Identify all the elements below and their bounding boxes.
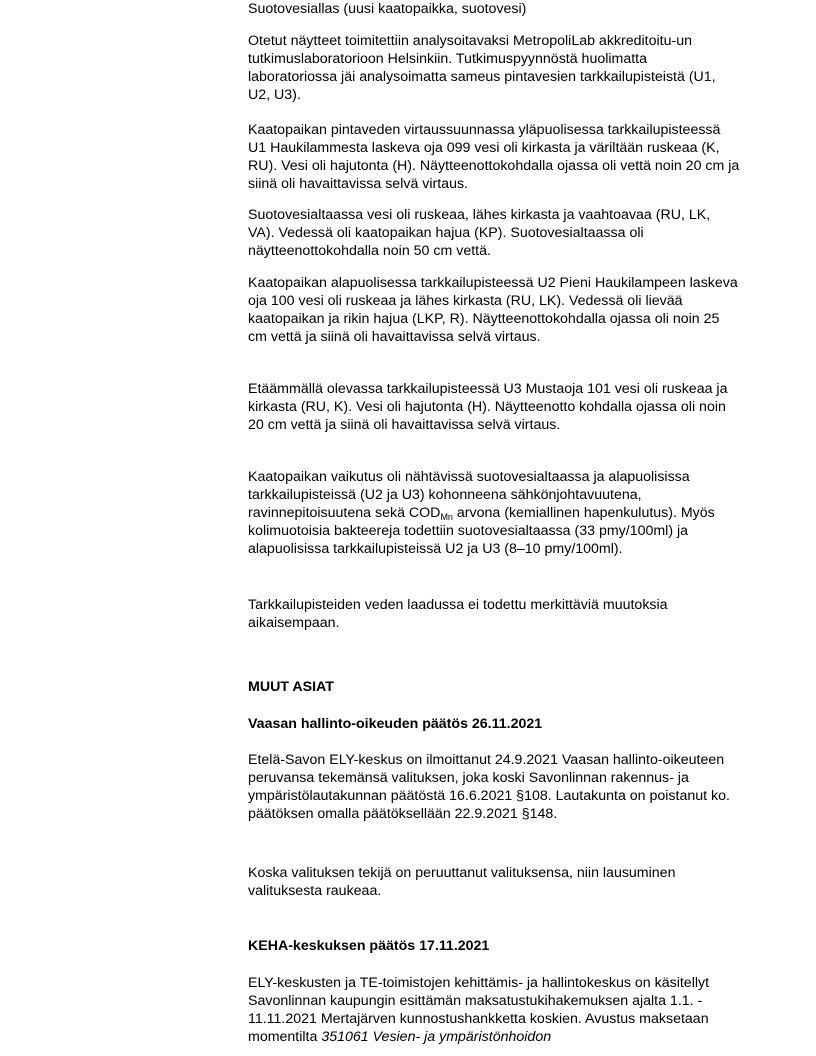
paragraph: [248, 974, 740, 1046]
paragraph: Koska valituksen tekijä on peruuttanut valituksensa, niin lausuminen valituksesta raukeaa.: [248, 865, 676, 899]
paragraph-u1: [248, 121, 740, 193]
paragraph: Tarkkailupisteiden veden laadussa ei todettu merkittäviä muutoksia aikaisempaan.: [248, 597, 668, 631]
subsection-heading: Vaasan hallinto-oikeuden päätös 26.11.2021: [248, 716, 543, 732]
paragraph-conclusion: [248, 596, 740, 632]
subscript: Mn: [440, 512, 453, 522]
subsection-heading: KEHA-keskuksen päätös 17.11.2021: [248, 938, 490, 954]
paragraph: Kaatopaikan pintaveden virtaussuunnassa yläpuolisessa tarkkailupisteessä U1 Haukilammesta laskeva oja 099 vesi oli kirkasta ja väriltään ruskeaa (K, RU). Vesi oli hajutonta (H). Näytteenottokohdalla ojassa oli vettä noin 20 cm ja siinä oli havaittavissa selvä virtaus.: [248, 122, 740, 192]
paragraph: Kaatopaikan alapuolisessa tarkkailupisteessä U2 Pieni Haukilampeen laskeva oja 100 vesi oli ruskeaa ja lähes kirkasta (RU, LK). Vedessä oli lievää kaatopaikan ja rikin hajua (LKP, R). Näytteenottokohdalla ojassa oli noin 25 cm vettä ja siinä oli havaittavissa selvä virtaus.: [248, 275, 738, 345]
paragraph-suotovesiallas: [248, 206, 740, 260]
paragraph-analysis: [248, 32, 740, 104]
paragraph: Suotovesialtaassa vesi oli ruskeaa, lähes kirkasta ja vaahtoavaa (RU, LK, VA). Vedessä oli kaatopaikan hajua (KP). Suotovesialtaassa oli näytteenottokohdalla noin 50 cm vettä.: [248, 207, 711, 259]
paragraph-impact: [248, 468, 740, 558]
paragraph-keha: [248, 974, 740, 1046]
italic-text-run: 351061 Vesien- ja ympäristönhoidon: [321, 1029, 552, 1045]
paragraph: Etäämmällä olevassa tarkkailupisteessä U3 Mustaoja 101 vesi oli ruskeaa ja kirkasta (RU, K). Vesi oli hajutonta (H). Näytteenotto kohdalla ojassa oli noin 20 cm vettä ja siinä oli havaittavissa selvä virtaus.: [248, 381, 728, 433]
text-run: ELY-keskusten ja TE-toimistojen kehittämis- ja hallintokeskus on käsitellyt Savonlinnan kaupungin esittämän maksatustukihakemuksen ajalta 1.1. - 11.11.2021 Mertajärven kunnostushankketta koskien. Avustus maksetaan momentilta: [248, 975, 710, 1045]
text-run: Kaatopaikan vaikutus oli nähtävissä suotovesialtaassa ja alapuolisissa tarkkailupisteissä (U2 ja U3) kohonneena sähkönjohtavuutena, ravinnepitoisuutena sekä COD: [248, 469, 690, 521]
paragraph: Otetut näytteet toimitettiin analysoitavaksi MetropoliLab akkreditoitu-un tutkimuslaboratorioon Helsinkiin. Tutkimuspyynnöstä huolimatta laboratoriossa jäi analysoimatta sameus pintavesien tarkkailupisteistä (U1, U2, U3).: [248, 33, 716, 103]
section-heading: MUUT ASIAT: [248, 679, 334, 695]
text-run: arvona (kemiallinen hapenkulutus). Myös kolimuotoisia bakteereja todettiin suotovesialtaassa (33 pmy/100ml) ja alapuolisissa tarkkailupisteissä U2 ja U3 (8–10 pmy/100ml).: [248, 505, 715, 557]
paragraph-u3: [248, 380, 740, 434]
paragraph-appeal-lapse: [248, 864, 740, 900]
paragraph: [248, 468, 740, 558]
paragraph-u2: [248, 274, 740, 346]
paragraph: Suotovesiallas (uusi kaatopaikka, suotovesi): [248, 1, 527, 17]
paragraph-intro-line: [248, 0, 740, 18]
paragraph-ely-appeal: [248, 751, 740, 823]
paragraph: Etelä-Savon ELY-keskus on ilmoittanut 24.9.2021 Vaasan hallinto-oikeuteen peruvansa tekemänsä valituksen, joka koski Savonlinnan rakennus- ja ympäristölautakunnan päätöstä 16.6.2021 §108. Lautakunta on poistanut ko. päätöksen omalla päätöksellään 22.9.2021 §148.: [248, 752, 730, 822]
